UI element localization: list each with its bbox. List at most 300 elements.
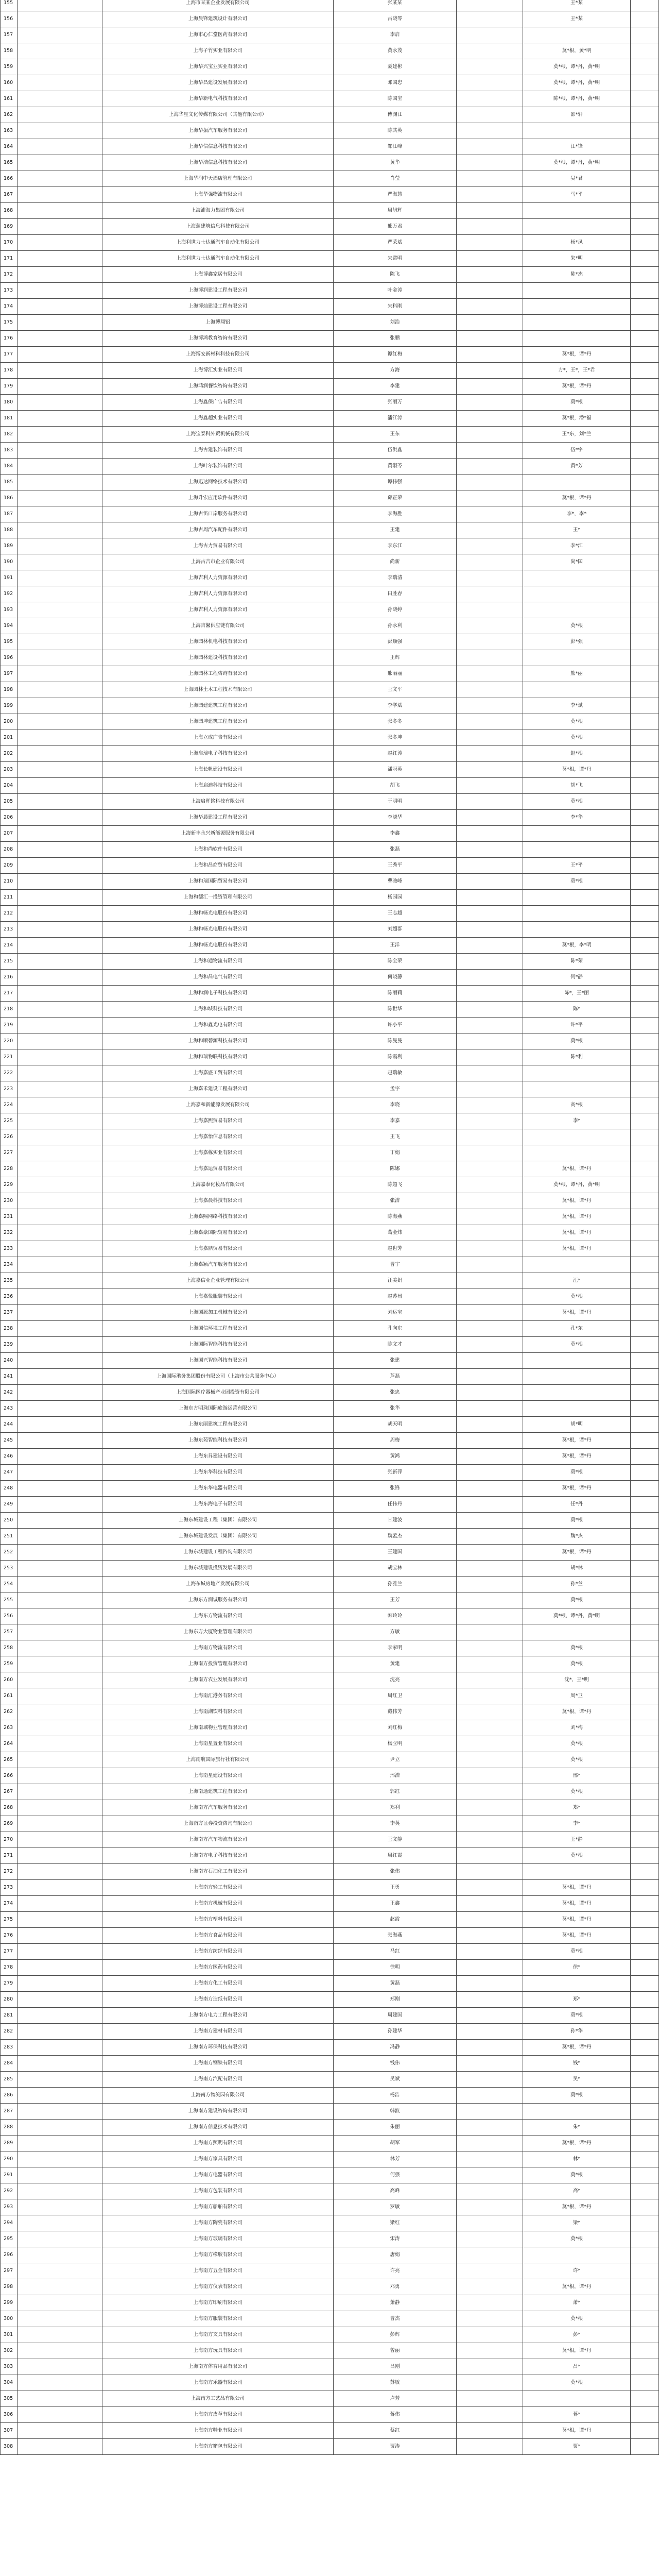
spacer-cell <box>631 1704 659 1720</box>
spacer-cell <box>18 1864 102 1880</box>
contact-person: 郭红 <box>334 1784 457 1800</box>
remark-cell: 莫*根 <box>523 1656 631 1672</box>
remark-cell: 蒋* <box>523 2407 631 2423</box>
spacer-cell <box>631 1465 659 1481</box>
spacer-cell <box>18 1305 102 1321</box>
table-row <box>1 1305 659 1321</box>
company-name: 上海南方印刷有限公司 <box>102 2295 334 2311</box>
contact-person: 赵苏州 <box>334 1289 457 1305</box>
remark-cell: 莫*根，谭*丹 <box>523 1545 631 1561</box>
table-row <box>1 618 659 634</box>
table-row <box>1 1513 659 1529</box>
company-name: 上海启迪科技有限公司 <box>102 778 334 794</box>
spacer-cell <box>18 1768 102 1784</box>
remark-cell: 莫*根 <box>523 1513 631 1529</box>
table-row <box>1 1497 659 1513</box>
row-number: 272 <box>1 1864 18 1880</box>
row-number: 266 <box>1 1768 18 1784</box>
company-name: 上海东方物流有限公司 <box>102 1608 334 1624</box>
table-row <box>1 2024 659 2040</box>
contact-person: 张伟 <box>334 1864 457 1880</box>
row-number: 260 <box>1 1672 18 1688</box>
table-row <box>1 2136 659 2151</box>
contact-person: 钱伟 <box>334 2056 457 2072</box>
spacer-cell <box>631 11 659 27</box>
table-row <box>1 1944 659 1960</box>
spacer-cell <box>457 459 523 474</box>
row-number: 159 <box>1 59 18 75</box>
table-row <box>1 2375 659 2391</box>
spacer-cell <box>631 2183 659 2199</box>
company-name: 上海南方石油化工有限公司 <box>102 1864 334 1880</box>
spacer-cell <box>18 75 102 91</box>
spacer-cell <box>631 427 659 443</box>
table-row <box>1 2343 659 2359</box>
spacer-cell <box>631 1065 659 1081</box>
spacer-cell <box>18 2359 102 2375</box>
spacer-cell <box>18 379 102 395</box>
table-row <box>1 2215 659 2231</box>
row-number: 273 <box>1 1880 18 1896</box>
company-name: 上海南方建设咨询有限公司 <box>102 2104 334 2120</box>
spacer-cell <box>18 2423 102 2439</box>
spacer-cell <box>18 1273 102 1289</box>
table-row <box>1 203 659 219</box>
row-number: 201 <box>1 730 18 746</box>
spacer-cell <box>631 1129 659 1145</box>
contact-person: 许亮 <box>334 2263 457 2279</box>
table-row <box>1 1928 659 1944</box>
spacer-cell <box>18 938 102 954</box>
spacer-cell <box>631 490 659 506</box>
table-row <box>1 874 659 890</box>
company-name: 上海东方大厦物业管理有限公司 <box>102 1624 334 1640</box>
remark-cell: 许*平 <box>523 1018 631 1033</box>
spacer-cell <box>457 1624 523 1640</box>
row-number: 221 <box>1 1049 18 1065</box>
spacer-cell <box>631 826 659 842</box>
spacer-cell <box>18 2439 102 2455</box>
spacer-cell <box>457 2423 523 2439</box>
spacer-cell <box>631 235 659 251</box>
spacer-cell <box>18 363 102 379</box>
company-name: 上海南方环保科技有限公司 <box>102 2040 334 2056</box>
row-number: 288 <box>1 2120 18 2136</box>
spacer-cell <box>631 139 659 155</box>
table-row <box>1 2423 659 2439</box>
company-name: 上海南方照明有限公司 <box>102 2136 334 2151</box>
row-number: 176 <box>1 331 18 347</box>
table-row <box>1 634 659 650</box>
spacer-cell <box>631 698 659 714</box>
spacer-cell <box>18 906 102 922</box>
spacer-cell <box>631 1273 659 1289</box>
spacer-cell <box>631 2391 659 2407</box>
table-row <box>1 75 659 91</box>
table-row <box>1 427 659 443</box>
table-row <box>1 1018 659 1033</box>
row-number: 268 <box>1 1800 18 1816</box>
remark-cell <box>523 27 631 43</box>
row-number: 175 <box>1 315 18 331</box>
spacer-cell <box>631 1608 659 1624</box>
remark-cell: 胡*明 <box>523 1417 631 1433</box>
spacer-cell <box>18 1321 102 1337</box>
row-number: 164 <box>1 139 18 155</box>
spacer-cell <box>457 746 523 762</box>
contact-person: 陈国宝 <box>334 91 457 107</box>
company-name: 上海南方仪表有限公司 <box>102 2279 334 2295</box>
row-number: 290 <box>1 2151 18 2167</box>
row-number: 242 <box>1 1385 18 1401</box>
spacer-cell <box>631 2072 659 2088</box>
table-row <box>1 1529 659 1545</box>
remark-cell: 莫*根，谭*丹 <box>523 1193 631 1209</box>
remark-cell: 莫*根 <box>523 1033 631 1049</box>
row-number: 216 <box>1 970 18 986</box>
row-number: 224 <box>1 1097 18 1113</box>
row-number: 178 <box>1 363 18 379</box>
contact-person: 王秀平 <box>334 858 457 874</box>
spacer-cell <box>18 1081 102 1097</box>
remark-cell: 莫*根，谭*丹，黄*明 <box>523 155 631 171</box>
remark-cell: 莫*根 <box>523 1465 631 1481</box>
row-number: 208 <box>1 842 18 858</box>
spacer-cell <box>18 427 102 443</box>
spacer-cell <box>18 59 102 75</box>
spacer-cell <box>457 1992 523 2008</box>
contact-person: 陈霞利 <box>334 1049 457 1065</box>
spacer-cell <box>631 970 659 986</box>
remark-cell <box>523 2391 631 2407</box>
table-row <box>1 2247 659 2263</box>
company-name: 上海南方汽车服务有限公司 <box>102 1800 334 1816</box>
table-row <box>1 762 659 778</box>
spacer-cell <box>18 331 102 347</box>
spacer-cell <box>457 1720 523 1736</box>
remark-cell: 莫*根 <box>523 1289 631 1305</box>
spacer-cell <box>457 2104 523 2120</box>
remark-cell: 汪* <box>523 1273 631 1289</box>
contact-person: 邓国忠 <box>334 75 457 91</box>
contact-person: 邹江峰 <box>334 139 457 155</box>
spacer-cell <box>457 1161 523 1177</box>
contact-person: 胡天明 <box>334 1417 457 1433</box>
remark-cell: 莫*根，谭*丹 <box>523 347 631 363</box>
table-row <box>1 682 659 698</box>
spacer-cell <box>631 251 659 267</box>
company-name: 上海和畅光电股份有限公司 <box>102 938 334 954</box>
spacer-cell <box>457 2167 523 2183</box>
row-number: 243 <box>1 1401 18 1417</box>
contact-person: 李建 <box>334 379 457 395</box>
remark-cell: 胡*林 <box>523 1561 631 1577</box>
remark-cell: 陈* <box>523 1002 631 1018</box>
contact-person: 陈飞 <box>334 267 457 283</box>
spacer-cell <box>631 2247 659 2263</box>
spacer-cell <box>457 1449 523 1465</box>
table-row <box>1 650 659 666</box>
table-row <box>1 443 659 459</box>
table-row <box>1 1337 659 1353</box>
spacer-cell <box>18 43 102 59</box>
spacer-cell <box>457 1113 523 1129</box>
spacer-cell <box>457 2215 523 2231</box>
spacer-cell <box>18 107 102 123</box>
spacer-cell <box>457 2295 523 2311</box>
company-name: 上海古力贸易有限公司 <box>102 538 334 554</box>
remark-cell: 贾* <box>523 2439 631 2455</box>
spacer-cell <box>18 459 102 474</box>
company-name: 上海南方化工有限公司 <box>102 1976 334 1992</box>
row-number: 240 <box>1 1353 18 1369</box>
company-name: 上海南方汽配有限公司 <box>102 2072 334 2088</box>
company-name: 上海南方皮革有限公司 <box>102 2407 334 2423</box>
remark-cell: 江*锋 <box>523 139 631 155</box>
spacer-cell <box>631 1577 659 1592</box>
spacer-cell <box>457 43 523 59</box>
remark-cell: 莫*根 <box>523 2088 631 2104</box>
contact-person: 彭顺强 <box>334 634 457 650</box>
spacer-cell <box>457 538 523 554</box>
spacer-cell <box>631 2375 659 2391</box>
spacer-cell <box>18 1257 102 1273</box>
spacer-cell <box>631 2407 659 2423</box>
table-row <box>1 2008 659 2024</box>
spacer-cell <box>457 59 523 75</box>
spacer-cell <box>457 698 523 714</box>
company-name: 上海南方信息技术有限公司 <box>102 2120 334 2136</box>
contact-person: 贾涛 <box>334 2439 457 2455</box>
spacer-cell <box>631 554 659 570</box>
table-row <box>1 922 659 938</box>
spacer-cell <box>18 1832 102 1848</box>
table-row <box>1 826 659 842</box>
spacer-cell <box>18 1353 102 1369</box>
contact-person: 胡飞 <box>334 778 457 794</box>
spacer-cell <box>631 395 659 411</box>
spacer-cell <box>457 1097 523 1113</box>
row-number: 187 <box>1 506 18 522</box>
company-name: 上海东华电器有限公司 <box>102 1481 334 1497</box>
contact-person: 唐娟 <box>334 2247 457 2263</box>
spacer-cell <box>18 1481 102 1497</box>
table-row <box>1 1065 659 1081</box>
spacer-cell <box>631 1848 659 1864</box>
company-name: 上海华强物流有限公司 <box>102 187 334 203</box>
table-row <box>1 331 659 347</box>
company-name: 上海博安新材料科技有限公司 <box>102 347 334 363</box>
company-name: 上海启瑞电子科技有限公司 <box>102 746 334 762</box>
spacer-cell <box>18 506 102 522</box>
company-name: 上海东城建设工程咨询有限公司 <box>102 1545 334 1561</box>
company-name: 上海华润中天酒店管理有限公司 <box>102 171 334 187</box>
row-number: 162 <box>1 107 18 123</box>
table-row <box>1 1449 659 1465</box>
remark-cell: 莫*根，谭*丹 <box>523 1161 631 1177</box>
spacer-cell <box>631 2151 659 2167</box>
contact-person: 王志超 <box>334 906 457 922</box>
spacer-cell <box>18 474 102 490</box>
spacer-cell <box>18 1688 102 1704</box>
table-row <box>1 1545 659 1561</box>
company-name: 上海博灿建设工程有限公司 <box>102 299 334 315</box>
company-name: 上海南方家具有限公司 <box>102 2151 334 2167</box>
company-name: 上海长帆建设有限公司 <box>102 762 334 778</box>
row-number: 217 <box>1 986 18 1002</box>
company-name: 上海和昌电气有限公司 <box>102 970 334 986</box>
company-name: 上海东城建设工程（集团）有限公司 <box>102 1513 334 1529</box>
spacer-cell <box>631 171 659 187</box>
contact-person: 黄淑苓 <box>334 459 457 474</box>
spacer-cell <box>18 986 102 1002</box>
remark-cell: 任*丹 <box>523 1497 631 1513</box>
spacer-cell <box>18 123 102 139</box>
remark-cell: 莫*根，谭*丹，黄*明 <box>523 1608 631 1624</box>
contact-person: 韩玲玲 <box>334 1608 457 1624</box>
company-name: 上海南方证券投资咨询有限公司 <box>102 1816 334 1832</box>
remark-cell: 魏*杰 <box>523 1529 631 1545</box>
contact-person: 聂建彬 <box>334 59 457 75</box>
spacer-cell <box>457 666 523 682</box>
contact-person: 周旭辉 <box>334 203 457 219</box>
contact-person: 陈全荣 <box>334 954 457 970</box>
remark-cell: 马*平 <box>523 187 631 203</box>
table-row <box>1 890 659 906</box>
contact-person: 张海燕 <box>334 1928 457 1944</box>
company-name: 上海嘉信业企业管理有限公司 <box>102 1273 334 1289</box>
contact-person: 王东 <box>334 427 457 443</box>
row-number: 299 <box>1 2295 18 2311</box>
contact-person: 潘冠英 <box>334 762 457 778</box>
spacer-cell <box>631 1720 659 1736</box>
table-row <box>1 1241 659 1257</box>
spacer-cell <box>18 395 102 411</box>
company-name: 上海南汇港务有限公司 <box>102 1688 334 1704</box>
spacer-cell <box>18 810 102 826</box>
table-row <box>1 1161 659 1177</box>
spacer-cell <box>631 954 659 970</box>
remark-cell: 王*静 <box>523 1832 631 1848</box>
remark-cell: 莫*根，谭*丹 <box>523 2136 631 2151</box>
row-number: 279 <box>1 1976 18 1992</box>
remark-cell: 许* <box>523 2263 631 2279</box>
company-name: 上海和瑞物联科技有限公司 <box>102 1049 334 1065</box>
spacer-cell <box>457 1209 523 1225</box>
table-row <box>1 1561 659 1577</box>
spacer-cell <box>18 2167 102 2183</box>
table-row <box>1 1321 659 1337</box>
spacer-cell <box>18 171 102 187</box>
spacer-cell <box>18 1800 102 1816</box>
spacer-cell <box>457 474 523 490</box>
company-name: 上海南方玻璃有限公司 <box>102 2231 334 2247</box>
table-row <box>1 171 659 187</box>
contact-person: 杨立明 <box>334 1736 457 1752</box>
spacer-cell <box>18 235 102 251</box>
company-name: 上海园坤建筑工程有限公司 <box>102 714 334 730</box>
contact-person: 王鑫 <box>334 1896 457 1912</box>
row-number: 237 <box>1 1305 18 1321</box>
spacer-cell <box>18 538 102 554</box>
remark-cell: 胡*飞 <box>523 778 631 794</box>
company-name: 上海和尚软件有限公司 <box>102 842 334 858</box>
remark-cell: 钱* <box>523 2056 631 2072</box>
company-name: 上海南方电力工程有限公司 <box>102 2008 334 2024</box>
spacer-cell <box>631 666 659 682</box>
spacer-cell <box>457 1880 523 1896</box>
row-number: 169 <box>1 219 18 235</box>
spacer-cell <box>631 2423 659 2439</box>
row-number: 226 <box>1 1129 18 1145</box>
spacer-cell <box>18 1736 102 1752</box>
remark-cell <box>523 1129 631 1145</box>
remark-cell: 莫*根 <box>523 395 631 411</box>
company-name: 上海南方投资管理有限公司 <box>102 1656 334 1672</box>
contact-person: 方敏 <box>334 1624 457 1640</box>
company-name: 上海华信信息科技有限公司 <box>102 139 334 155</box>
row-number: 172 <box>1 267 18 283</box>
contact-person: 罗敏 <box>334 2199 457 2215</box>
spacer-cell <box>631 1912 659 1928</box>
spacer-cell <box>631 1928 659 1944</box>
spacer-cell <box>457 27 523 43</box>
spacer-cell <box>457 554 523 570</box>
contact-person: 任伟丹 <box>334 1497 457 1513</box>
table-row <box>1 219 659 235</box>
spacer-cell <box>631 347 659 363</box>
company-name: 上海南方船舶有限公司 <box>102 2199 334 2215</box>
spacer-cell <box>457 1177 523 1193</box>
spacer-cell <box>457 618 523 634</box>
spacer-cell <box>457 1497 523 1513</box>
table-row <box>1 107 659 123</box>
row-number: 181 <box>1 411 18 427</box>
remark-cell <box>523 1081 631 1097</box>
row-number: 192 <box>1 586 18 602</box>
company-name: 上海嘉禾建设工程有限公司 <box>102 1081 334 1097</box>
spacer-cell <box>457 2008 523 2024</box>
contact-person: 王文平 <box>334 682 457 698</box>
table-row <box>1 1912 659 1928</box>
table-row <box>1 954 659 970</box>
company-name: 上海市某某企业发展有限公司 <box>102 0 334 11</box>
contact-person: 王文静 <box>334 1832 457 1848</box>
spacer-cell <box>631 1752 659 1768</box>
remark-cell <box>523 890 631 906</box>
spacer-cell <box>18 1752 102 1768</box>
company-name: 上海南方食品有限公司 <box>102 1928 334 1944</box>
contact-person: 王建 <box>334 522 457 538</box>
spacer-cell <box>457 427 523 443</box>
spacer-cell <box>457 1241 523 1257</box>
remark-cell: 莫*根，李*明 <box>523 938 631 954</box>
company-name: 上海南城物业管理有限公司 <box>102 1720 334 1736</box>
contact-person: 孙雅兰 <box>334 1577 457 1592</box>
row-number: 261 <box>1 1688 18 1704</box>
spacer-cell <box>18 522 102 538</box>
row-number: 229 <box>1 1177 18 1193</box>
contact-person: 潘江涛 <box>334 411 457 427</box>
spacer-cell <box>631 1497 659 1513</box>
spacer-cell <box>457 1385 523 1401</box>
company-name: 上海启晖铭科技有限公司 <box>102 794 334 810</box>
spacer-cell <box>457 187 523 203</box>
table-row <box>1 139 659 155</box>
row-number: 173 <box>1 283 18 299</box>
remark-cell: 莫*根，谭*丹 <box>523 1433 631 1449</box>
table-row <box>1 1976 659 1992</box>
